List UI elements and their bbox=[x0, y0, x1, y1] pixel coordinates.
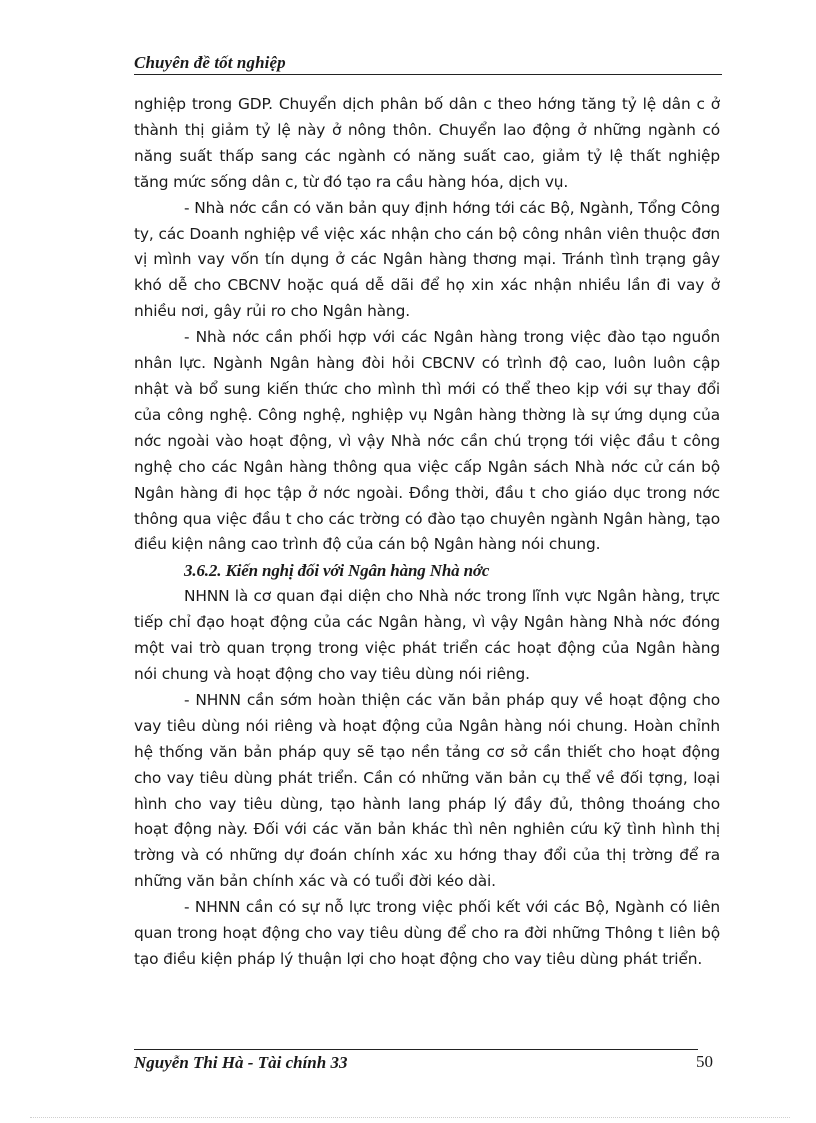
footer-author: Nguyễn Thi Hà - Tài chính 33 bbox=[134, 1053, 348, 1072]
paragraph-6: - NHNN cần có sự nỗ lực trong việc phối kết với các Bộ, Ngành có liên quan trong hoạt động cho vay tiêu dùng để cho ra đời những Thông t liên bộ tạo điều kiện pháp lý thuận lợi cho hoạt động cho vay tiêu dùng phát triển. bbox=[134, 898, 720, 968]
page-edge-divider bbox=[30, 1117, 790, 1118]
document-body bbox=[134, 92, 720, 973]
page-header bbox=[134, 50, 722, 75]
paragraph-1: nghiệp trong GDP. Chuyển dịch phân bố dân c theo hớng tăng tỷ lệ dân c ở thành thị giảm tỷ lệ này ở nông thôn. Chuyển lao động ở những ngành có năng suất thấp sang các ngành có năng suất cao, giảm tỷ lệ thất nghiệp tăng mức sống dân c, từ đó tạo ra cầu hàng hóa, dịch vụ. bbox=[134, 95, 720, 191]
paragraph-3: - Nhà nớc cần phối hợp với các Ngân hàng trong việc đào tạo nguồn nhân lực. Ngành Ngân hàng đòi hỏi CBCNV có trình độ cao, luôn luôn cập nhật và bổ sung kiến thức cho mình thì mới có thể theo kịp với sự thay đổi của công nghệ. Công nghệ, nghiệp vụ Ngân hàng thờng là sự ứng dụng của nớc ngoài vào hoạt động, vì vậy Nhà nớc cần chú trọng tới việc đầu t công nghệ cho các Ngân hàng thông qua việc cấp Ngân sách Nhà nớc cử cán bộ Ngân hàng đi học tập ở nớc ngoài. Đồng thời, đầu t cho giáo dục trong nớc thông qua việc đầu t cho các trờng có đào tạo chuyên ngành Ngân hàng, tạo điều kiện nâng cao trình độ của cán bộ Ngân hàng nói chung. bbox=[134, 328, 720, 554]
page-number: 50 bbox=[696, 1052, 713, 1071]
header-title: Chuyên đề tốt nghiệp bbox=[134, 53, 286, 72]
paragraph-4: NHNN là cơ quan đại diện cho Nhà nớc trong lĩnh vực Ngân hàng, trực tiếp chỉ đạo hoạt động của các Ngân hàng, vì vậy Ngân hàng Nhà nớc đóng một vai trò quan trọng trong việc phát triển các hoạt động của Ngân hàng nói chung và hoạt động cho vay tiêu dùng nói riêng. bbox=[134, 587, 720, 684]
section-heading: 3.6.2. Kiến nghị đối với Ngân hàng Nhà nớc bbox=[184, 561, 490, 581]
paragraph-2: - Nhà nớc cần có văn bản quy định hớng tới các Bộ, Ngành, Tổng Công ty, các Doanh nghiệp về việc xác nhận cho cán bộ công nhân viên thuộc đơn vị mình vay vốn tín dụng ở các Ngân hàng thơng mại. Tránh tình trạng gây khó dễ cho CBCNV hoặc quá dễ dãi để họ xin xác nhận nhiều lần đi vay ở nhiều nơi, gây rủi ro cho Ngân hàng. bbox=[134, 198, 720, 321]
footer-divider bbox=[134, 1049, 698, 1050]
paragraph-5: - NHNN cần sớm hoàn thiện các văn bản pháp quy về hoạt động cho vay tiêu dùng nói riêng và hoạt động của Ngân hàng nói chung. Hoàn chỉnh hệ thống văn bản pháp quy sẽ tạo nền tảng cơ sở cần thiết cho hoạt động cho vay tiêu dùng phát triển. Cần có những văn bản cụ thể về đối tợng, loại hình cho vay tiêu dùng, tạo hành lang pháp lý đầy đủ, thông thoáng cho hoạt động này. Đối với các văn bản khác thì nên nghiên cứu kỹ tình hình thị trờng và có những dự đoán chính xác xu hớng thay đổi của thị trờng để ra những văn bản chính xác và có tuổi đời kéo dài. bbox=[134, 690, 720, 891]
